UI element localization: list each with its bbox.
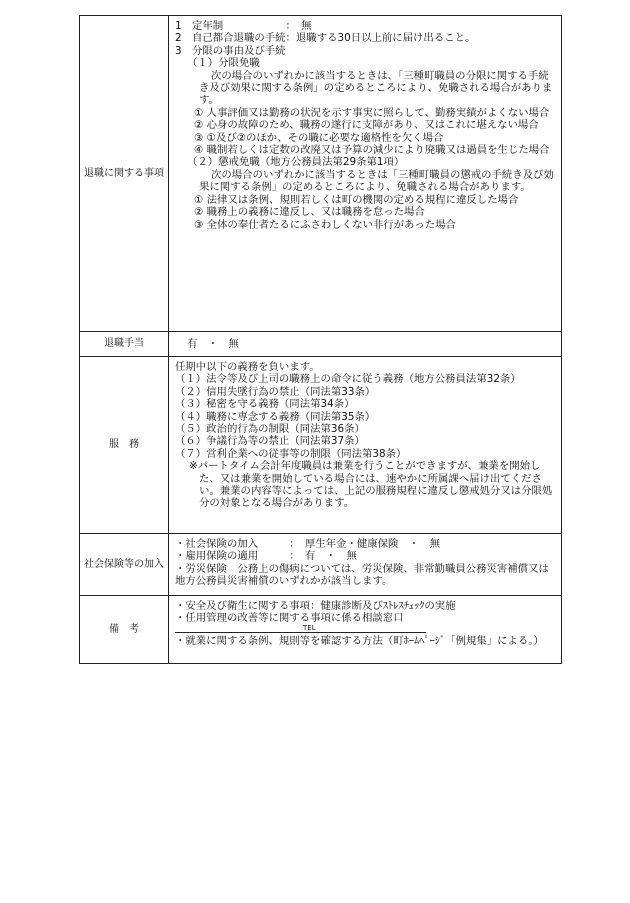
service-item-3: （３）秘密を守る義務（同法第34条） <box>175 398 355 411</box>
service-row <box>80 357 562 534</box>
disposition-heading: 3 分限の事由及び手続 <box>175 44 286 57</box>
disciplinary-item-1: ① 法律又は条例、規則若しくは町の機関の定める規程に違反した場合 <box>194 193 519 206</box>
regulations-line: ・就業に関する条例、規則等を確認する方法（町ﾎｰﾑﾍﾟｰｼﾞ「例規集」による。） <box>175 634 544 647</box>
service-item-7: （７）営利企業への従事等の制限（同法第38条） <box>175 447 407 460</box>
service-content <box>169 357 562 534</box>
employment-insurance-line: ・雇用保険の適用 ： 有 ・ 無 <box>175 550 357 563</box>
remarks-row <box>80 596 562 664</box>
service-item-4: （４）職務に専念する義務（同法第35条） <box>175 410 376 423</box>
allowance-value: 有 ・ 無 <box>187 337 239 350</box>
side-job-note: ※パートタイム会計年度職員は兼業を行うことができますが、兼業を開始した、又は兼業を開始している場合には、速やかに所属課へ届け出てください。兼業の内容等によっては、上記の服務規程に違反し懲戒処分又は分限処分の対象となる場合があります。 <box>189 460 553 510</box>
service-item-6: （６）争議行為等の禁止（同法第37条） <box>175 435 365 448</box>
status-item-1: ① 人事評価又は勤務の状況を示す事実に照らして、勤務実績がよくない場合 <box>194 106 550 119</box>
tel-field <box>175 625 556 635</box>
insurance-row <box>80 534 562 596</box>
insurance-label: 社会保険等の加入 <box>80 534 169 596</box>
disciplinary-dismissal-text: 次の場合のいずれかに該当するときは「三種町職員の懲戒の手続き及び効果に関する条例」の定めるところにより、免職される場合があります。 <box>199 168 554 194</box>
tel-underline <box>175 632 426 633</box>
retirement-label: 退職に関する事項 <box>80 16 169 332</box>
status-dismissal-heading: （１）分限免職 <box>187 57 260 70</box>
status-dismissal-text: 次の場合のいずれかに該当するときは、「三種町職員の分限に関する手続き及び効果に関する条例」の定めるところにより、免職される場合があります。 <box>199 69 553 107</box>
status-item-2: ② 心身の故障のため、職務の遂行に支障があり、又はこれに堪えない場合 <box>194 119 539 132</box>
service-label: 服 務 <box>80 357 169 534</box>
service-intro: 任期中以下の義務を負います。 <box>175 361 320 373</box>
disciplinary-item-2: ② 職務上の義務に違反し、又は職務を怠った場合 <box>194 206 425 219</box>
voluntary-retirement-line: 2 自己都合退職の手続：退職する30日以上前に届け出ること。 <box>175 32 476 45</box>
status-item-4: ④ 職制若しくは定数の改廃又は予算の減少により廃職又は過員を生じた場合 <box>194 144 550 157</box>
workers-comp-line: ・労災保険 公務上の傷病については、労災保険、非常勤職員公務災害補償又は地方公務員災害補償のいずれかが該当します。 <box>175 562 549 588</box>
insurance-content <box>169 534 562 596</box>
retirement-age-line: 1 定年制 ： 無 <box>175 20 312 32</box>
service-item-2: （２）信用失墜行為の禁止（同法第33条） <box>175 385 376 398</box>
safety-line: ・安全及び衛生に関する事項：健康診断及びｽﾄﾚｽﾁｪｯｸの実施 <box>175 600 456 612</box>
consultation-line: ・任用管理の改善等に関する事項に係る相談窓口 <box>175 612 404 625</box>
remarks-content <box>169 596 562 664</box>
employment-terms-table <box>79 15 562 664</box>
disciplinary-item-3: ③ 全体の奉仕者たるにふさわしくない非行があった場合 <box>194 218 456 231</box>
status-item-3: ③ ①及び②のほか、その職に必要な適格性を欠く場合 <box>194 131 444 144</box>
tel-label: TEL <box>303 623 316 632</box>
allowance-row <box>80 332 562 357</box>
disciplinary-dismissal-heading: （２）懲戒免職（地方公務員法第29条第1項） <box>187 156 405 169</box>
retirement-content <box>169 16 562 332</box>
allowance-label: 退職手当 <box>80 332 169 357</box>
social-insurance-line: ・社会保険の加入 ： 厚生年金・健康保険 ・ 無 <box>175 538 440 550</box>
remarks-label: 備 考 <box>80 596 169 664</box>
service-item-1: （１）法令等及び上司の職務上の命令に従う義務（地方公務員法第32条） <box>175 373 521 386</box>
service-item-5: （５）政治的行為の制限（同法第36条） <box>175 423 365 436</box>
retirement-row <box>80 16 562 332</box>
allowance-content <box>169 332 562 357</box>
